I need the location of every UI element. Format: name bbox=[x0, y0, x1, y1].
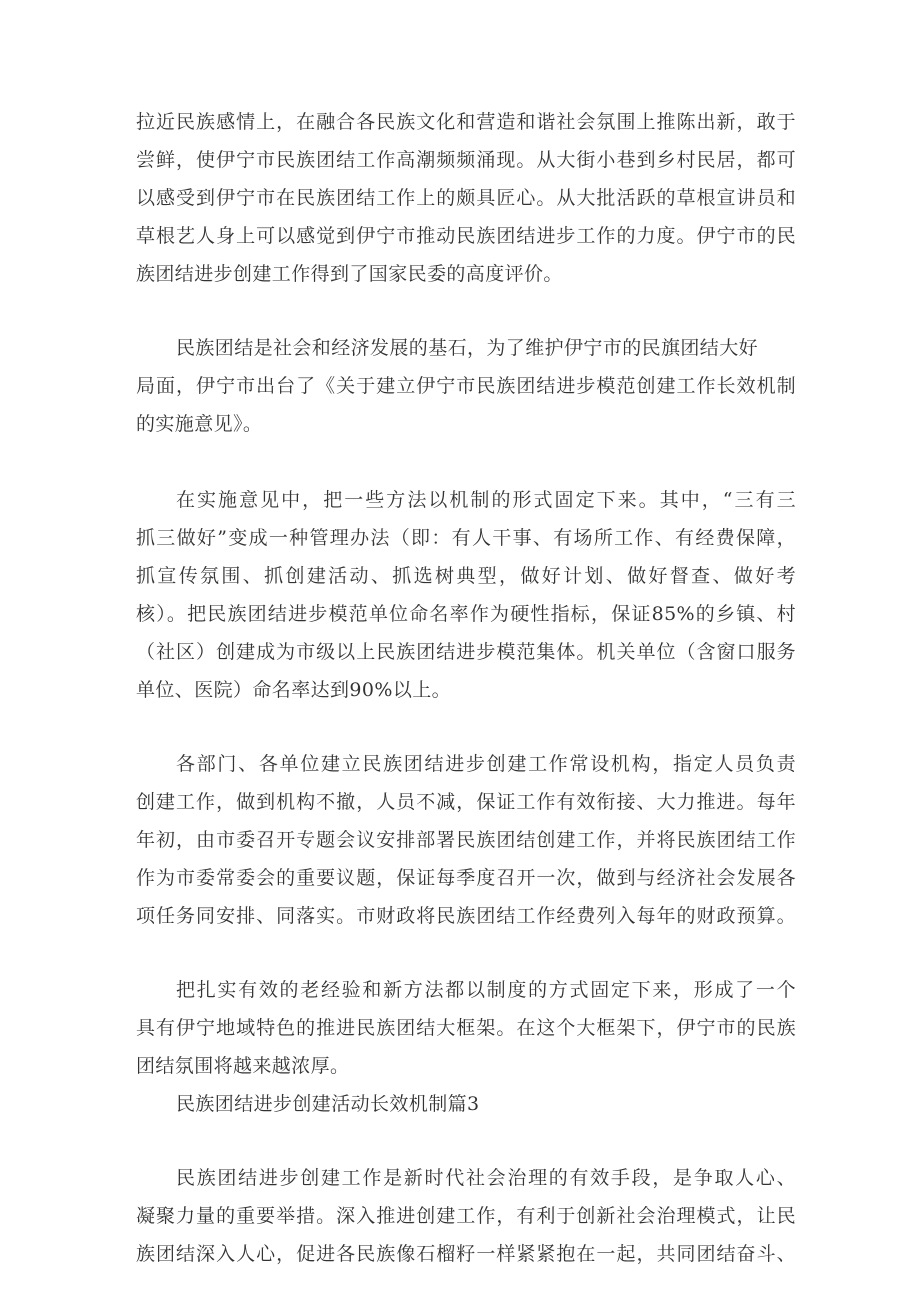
paragraph-2-line-2: 局面，伊宁市出台了《关于建立伊宁市民族团结进步模范创建工作长效机制 bbox=[136, 375, 796, 397]
paragraph-4-line-3: 年初，由市委召开专题会议安排部署民族团结创建工作，并将民族团结工作 bbox=[136, 829, 796, 851]
paragraph-7-line-2: 凝聚力量的重要举措。深入推进创建工作，有利于创新社会治理模式，让民 bbox=[136, 1205, 796, 1227]
paragraph-3-line-5: （社区）创建成为市级以上民族团结进步模范集体。机关单位（含窗口服务 bbox=[136, 641, 796, 663]
paragraph-5-line-2: 具有伊宁地域特色的推进民族团结大框架。在这个大框架下，伊宁市的民族 bbox=[136, 1017, 796, 1039]
paragraph-1-line-3: 以感受到伊宁市在民族团结工作上的颇具匠心。从大批活跃的草根宣讲员和 bbox=[136, 187, 796, 209]
paragraph-3-line-3: 抓宣传氛围、抓创建活动、抓选树典型，做好计划、做好督查、做好考 bbox=[136, 565, 796, 587]
paragraph-4-line-2: 创建工作，做到机构不撤，人员不减，保证工作有效衔接、大力推进。每年 bbox=[136, 791, 796, 813]
paragraph-3-line-6: 单位、医院）命名率达到90%以上。 bbox=[136, 679, 452, 701]
paragraph-2-line-1: 民族团结是社会和经济发展的基石，为了维护伊宁市的民旗团结大好 bbox=[176, 337, 759, 359]
paragraph-2-line-3: 的实施意见》。 bbox=[136, 413, 263, 435]
paragraph-4-line-4: 作为市委常委会的重要议题，保证每季度召开一次，做到与经济社会发展各 bbox=[136, 867, 796, 889]
section-heading: 民族团结进步创建活动长效机制篇3 bbox=[176, 1093, 480, 1115]
paragraph-1-line-5: 族团结进步创建工作得到了国家民委的高度评价。 bbox=[136, 263, 563, 285]
paragraph-3-line-1: 在实施意见中，把一些方法以机制的形式固定下来。其中，“三有三 bbox=[176, 489, 796, 511]
paragraph-4-line-1: 各部门、各单位建立民族团结进步创建工作常设机构，指定人员负责 bbox=[176, 753, 796, 775]
paragraph-7-line-1: 民族团结进步创建工作是新时代社会治理的有效手段，是争取人心、 bbox=[176, 1167, 796, 1189]
paragraph-1-line-2: 尝鲜，使伊宁市民族团结工作高潮频频涌现。从大街小巷到乡村民居，都可 bbox=[136, 149, 796, 171]
paragraph-5-line-1: 把扎实有效的老经验和新方法都以制度的方式固定下来，形成了一个 bbox=[176, 979, 796, 1001]
paragraph-5-line-3: 团结氛围将越来越浓厚。 bbox=[136, 1055, 350, 1077]
paragraph-7-line-3: 族团结深入人心，促进各民族像石榴籽一样紧紧抱在一起，共同团结奋斗、 bbox=[136, 1243, 796, 1265]
paragraph-4-line-5: 项任务同安排、同落实。市财政将民族团结工作经费列入每年的财政预算。 bbox=[136, 905, 796, 927]
paragraph-3-line-2: 抓三做好”变成一种管理办法（即：有人干事、有场所工作、有经费保障， bbox=[136, 527, 796, 549]
paragraph-3-line-4: 核）。把民族团结进步模范单位命名率作为硬性指标，保证85%的乡镇、村 bbox=[136, 603, 796, 625]
paragraph-1-line-1: 拉近民族感情上，在融合各民族文化和营造和谐社会氛围上推陈出新，敢于 bbox=[136, 111, 796, 133]
paragraph-1-line-4: 草根艺人身上可以感觉到伊宁市推动民族团结进步工作的力度。伊宁市的民 bbox=[136, 225, 796, 247]
